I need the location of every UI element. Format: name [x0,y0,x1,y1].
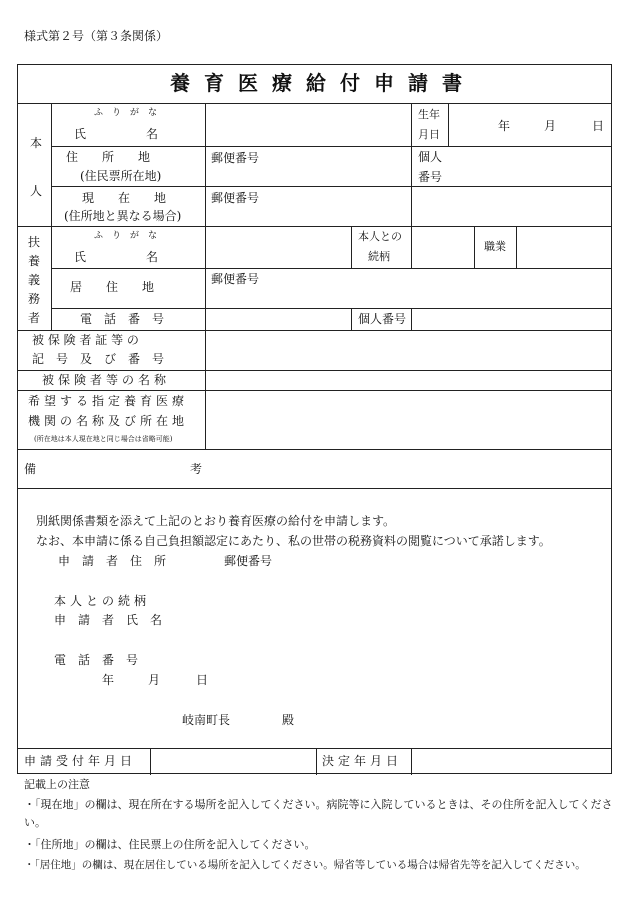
relation-label-bottom: 続柄 [368,250,390,263]
kojin-label-bottom: 番号 [418,170,443,184]
decision-date-label: 決定年月日 [322,754,403,768]
insured-name-label: 被保険者等の名称 [42,373,171,387]
note-item: ・「居住地」の欄は、現在居住している場所を記入してください。帰省等している場合は帰省先等を記入してください。 [24,859,586,871]
furigana-label: ふ り が な [94,231,158,241]
birth-label-bottom: 月日 [418,128,440,141]
rule [51,146,611,147]
rule [51,308,611,309]
postal-label: 郵便番号 [211,191,260,205]
rule [411,748,412,775]
fuyo-label-char: 務 [28,292,41,306]
birth-year-unit: 年 [498,119,511,133]
form-number: 様式第２号（第３条関係） [24,29,169,43]
rule [18,226,611,227]
fuyo-label-char: 養 [28,254,41,268]
birth-month-unit: 月 [544,119,557,133]
rule [316,748,317,775]
declaration-line2: なお、本申請に係る自己負担額認定にあたり、私の世帯の税務資料の閲覧について承諾します。 [36,534,551,548]
rule [18,370,611,371]
hospital-label-line2: 機関の名称及び所在地 [28,414,189,428]
rule [18,449,611,450]
rule [411,103,412,226]
phone-label: 電 話 番 号 [80,312,165,326]
rule [51,186,611,187]
honnin-label-top: 本 [30,136,43,150]
address-sublabel: (住民票所在地) [80,169,162,183]
postal-label: 郵便番号 [211,272,260,286]
rule [205,103,206,449]
name-label: 氏 名 [74,127,159,141]
rule [150,748,151,775]
rule [18,103,611,104]
applicant-postal-label: 郵便番号 [224,554,273,568]
note-item: ・「住所地」の欄は、住民票上の住所を記入してください。 [24,838,316,851]
honnin-label-bottom: 人 [30,184,43,198]
date-day-unit: 日 [196,673,209,687]
fuyo-label-char: 義 [28,273,41,287]
date-year-unit: 年 [102,673,115,687]
hospital-note: (所在地は本人現在地と同じ場合は省略可能) [34,435,173,443]
birth-day-unit: 日 [592,119,605,133]
current-location-label: 現 在 地 [82,191,167,205]
rule [18,390,611,391]
rule [51,103,52,330]
remarks-label-right: 考 [190,462,203,476]
applicant-name-label: 申 請 者 氏 名 [54,613,163,627]
honorific: 殿 [282,713,295,727]
rule [351,308,352,330]
residence-label: 居 住 地 [70,280,155,294]
applicant-address-label: 申 請 者 住 所 [58,554,167,568]
birth-label-top: 生年 [418,108,440,121]
fuyo-label-char: 扶 [28,235,41,249]
addressee: 岐南町長 [182,713,231,727]
relation-label: 本人との続柄 [54,594,151,608]
rule [18,330,611,331]
rule [18,748,611,749]
note-item: ・「現在地」の欄は、現在所在する場所を記入してください。病院等に入院しているときは、その住所を記入してください。 [24,798,613,829]
rule [474,226,475,268]
rule [51,268,611,269]
address-label: 住 所 地 [66,150,151,164]
notes-heading: 記載上の注意 [24,778,90,791]
rule [411,308,412,330]
rule [411,226,412,268]
kojin-label-top: 個人 [418,150,443,164]
applicant-phone-label: 電 話 番 号 [54,653,139,667]
application-form [17,64,612,774]
furigana-label: ふ り が な [94,108,158,118]
date-month-unit: 月 [148,673,161,687]
rule [448,103,449,146]
received-date-label: 申請受付年月日 [24,754,137,768]
name-label: 氏 名 [74,250,159,264]
remarks-label-left: 備 [24,462,37,476]
form-title: 養育医療給付申請書 [170,71,476,95]
declaration-line1: 別紙関係書類を添えて上記のとおり養育医療の給付を申請します。 [36,514,396,528]
relation-label-top: 本人との [358,230,402,243]
insurance-card-label-line2: 記 号 及 び 番 号 [32,352,165,366]
occupation-label: 職業 [484,240,506,253]
insurance-card-label-line1: 被 保 険 者 証 等 の [32,333,139,347]
postal-label: 郵便番号 [211,151,260,165]
hospital-label-line1: 希望する指定養育医療 [28,394,189,408]
current-location-sublabel: (住所地と異なる場合) [64,209,182,223]
rule [18,488,611,489]
rule [351,226,352,268]
rule [516,226,517,268]
kojin-bango-label: 個人番号 [358,312,407,326]
fuyo-label-char: 者 [28,311,41,325]
